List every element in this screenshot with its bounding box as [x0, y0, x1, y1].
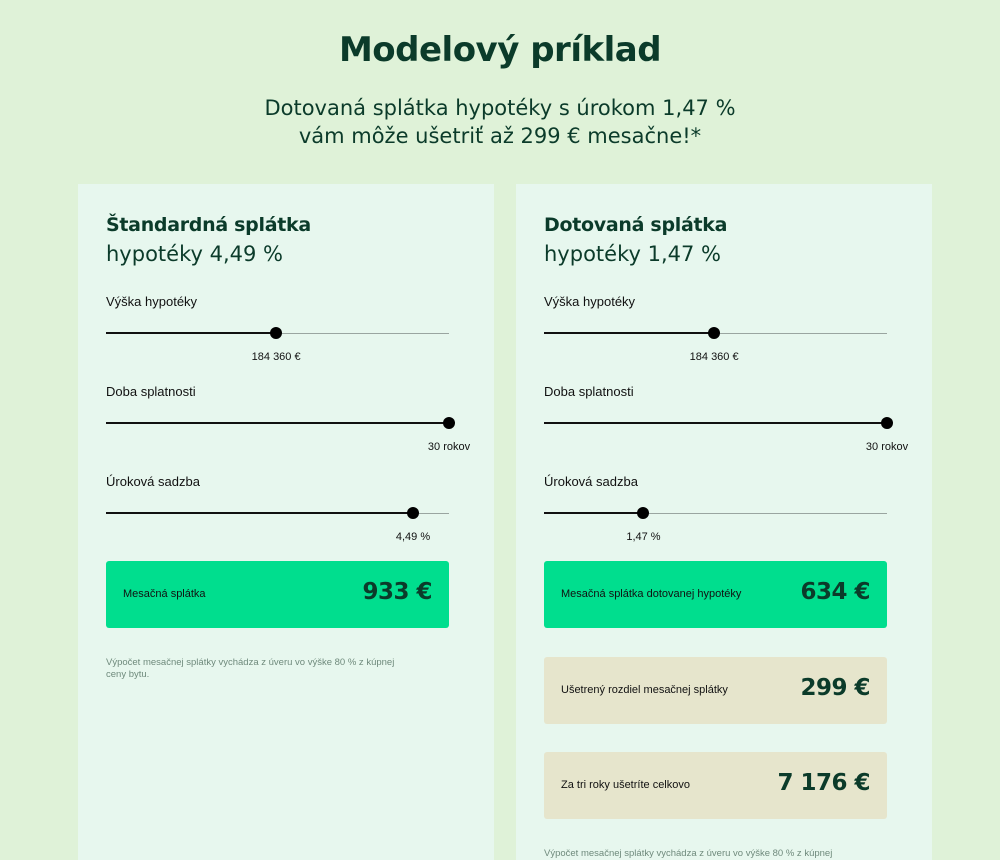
mortgage-amount-slider[interactable]: [544, 325, 887, 343]
total-savings-box: [544, 752, 887, 819]
standard-payment-card: [78, 184, 494, 860]
interest-rate-label: Úroková sadzba: [544, 474, 638, 489]
monthly-payment-label: Mesačná splátka: [123, 588, 206, 600]
monthly-payment-amount: 933 €: [362, 579, 432, 605]
loan-term-field: [106, 384, 471, 453]
loan-term-field: [544, 384, 909, 453]
loan-term-label: Doba splatnosti: [106, 384, 196, 399]
card-title: Dotovaná splátka: [544, 214, 728, 236]
mortgage-amount-label: Výška hypotéky: [544, 294, 636, 309]
slider-fill: [544, 422, 887, 424]
slider-fill: [544, 332, 714, 334]
mortgage-amount-field: [106, 294, 449, 363]
loan-term-value: 30 rokov: [865, 441, 909, 453]
interest-rate-slider[interactable]: [544, 505, 887, 523]
interest-rate-value: 4,49 %: [395, 531, 431, 543]
mortgage-amount-label: Výška hypotéky: [106, 294, 198, 309]
slider-thumb[interactable]: [708, 327, 720, 339]
monthly-savings-amount: 299 €: [800, 675, 870, 701]
calculation-note: Výpočet mesačnej splátky vychádza z úveru vo výške 80 % z kúpnej ceny bytu.: [106, 657, 395, 680]
mortgage-amount-slider[interactable]: [106, 325, 449, 343]
interest-rate-slider[interactable]: [106, 505, 449, 523]
slider-thumb[interactable]: [270, 327, 282, 339]
mortgage-amount-value: 184 360 €: [251, 351, 301, 363]
subsidized-payment-card: [516, 184, 932, 860]
monthly-payment-box: [106, 561, 449, 628]
slider-fill: [106, 512, 413, 514]
page-subtitle: [0, 94, 1000, 150]
loan-term-value: 30 rokov: [427, 441, 471, 453]
total-savings-label: Za tri roky ušetríte celkovo: [561, 779, 690, 791]
interest-rate-label: Úroková sadzba: [106, 474, 200, 489]
mortgage-amount-value: 184 360 €: [689, 351, 739, 363]
subsidized-payment-amount: 634 €: [800, 579, 870, 605]
loan-term-slider[interactable]: [106, 415, 449, 433]
monthly-savings-label: Ušetrený rozdiel mesačnej splátky: [561, 684, 728, 696]
card-rate: hypotéky 4,49 %: [106, 242, 283, 266]
subtitle-line-2: vám môže ušetriť až 299 € mesačne!*: [298, 124, 702, 148]
loan-term-label: Doba splatnosti: [544, 384, 634, 399]
mortgage-amount-field: [544, 294, 887, 363]
slider-thumb[interactable]: [637, 507, 649, 519]
slider-fill: [544, 512, 643, 514]
subsidized-payment-box: [544, 561, 887, 628]
page-title: Modelový príklad: [338, 30, 662, 70]
interest-rate-field: [544, 474, 887, 543]
monthly-savings-box: [544, 657, 887, 724]
subtitle-line-1: Dotovaná splátka hypotéky s úrokom 1,47 %: [264, 96, 736, 120]
total-savings-amount: 7 176 €: [777, 770, 870, 796]
card-title: Štandardná splátka: [106, 214, 311, 236]
slider-thumb[interactable]: [443, 417, 455, 429]
slider-fill: [106, 332, 276, 334]
slider-thumb[interactable]: [407, 507, 419, 519]
slider-fill: [106, 422, 449, 424]
interest-rate-field: [106, 474, 449, 543]
subsidized-payment-label: Mesačná splátka dotovanej hypotéky: [561, 588, 742, 600]
card-rate: hypotéky 1,47 %: [544, 242, 721, 266]
loan-term-slider[interactable]: [544, 415, 887, 433]
slider-thumb[interactable]: [881, 417, 893, 429]
calculation-note: Výpočet mesačnej splátky vychádza z úveru vo výške 80 % z kúpnej: [544, 848, 833, 859]
interest-rate-value: 1,47 %: [626, 531, 661, 543]
